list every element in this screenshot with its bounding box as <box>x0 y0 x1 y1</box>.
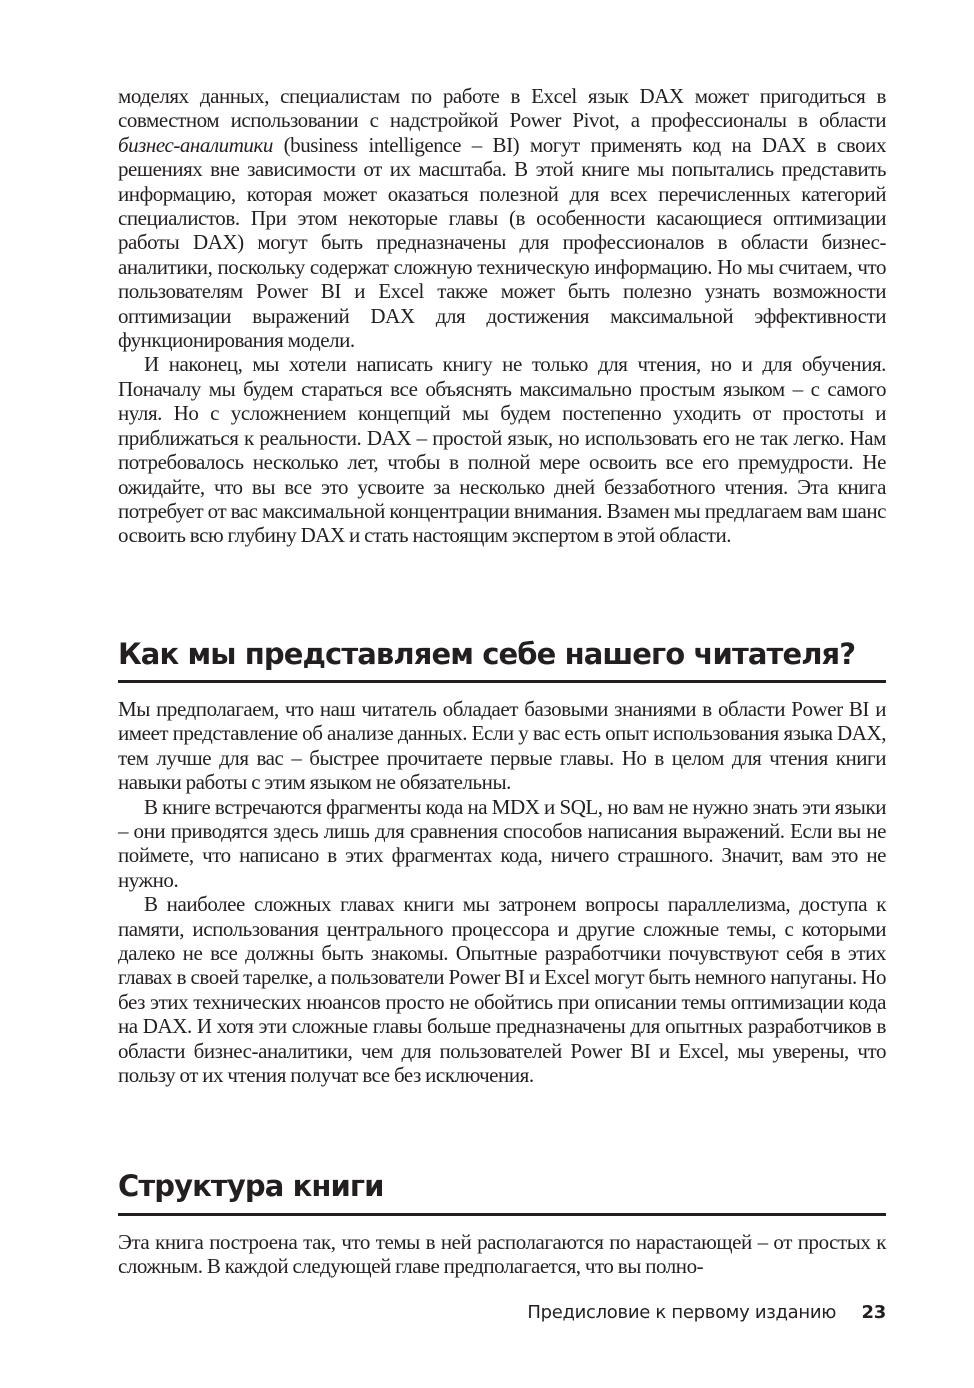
section-heading-reader: Как мы представляем себе нашего читателя? <box>118 637 856 671</box>
intro-paragraph-1-start: моделях данных, специалистам по работе в Excel язык DAX может пригодиться в совместном использовании с надстройкой Power Pivot, а профессионалы в области <box>118 84 886 133</box>
section-reader-paragraph-3: В наиболее сложных главах книги мы затронем вопросы параллелизма, доступа к памяти, использования центрального процессора и другие сложные темы, с которыми далеко не все должны быть знакомы. Опытные разработчики почувствуют себя в этих главах в своей тарелке, а пользователи Power BI и Excel могут быть немного напуганы. Но без этих технических нюансов просто не обойтись при описании темы оптимизации кода на DAX. И хотя эти сложные главы больше предназначены для опытных разработчиков в области бизнес-аналитики, чем для пользователей Power BI и Excel, мы уверены, что пользу от их чтения получат все без исключения. <box>118 892 886 1088</box>
intro-paragraph-2: И наконец, мы хотели написать книгу не только для чтения, но и для обучения. Поначалу мы будем стараться все объяснять максимально простым языком – с самого нуля. Но с усложнением концепций мы будем постепенно уходить от простоты и приближаться к реальности. DAX – простой язык, но использовать его не так легко. Нам потребовалось несколько лет, чтобы в полной мере освоить все его премудрости. Не ожидайте, что вы все это усвоите за несколько дней беззаботного чтения. Эта книга потребует от вас максимальной концентрации внимания. Взамен мы предлагаем вам шанс освоить всю глубину DAX и стать настоящим экспертом в этой области. <box>118 352 886 548</box>
intro-paragraph-1 <box>118 84 886 352</box>
heading-rule <box>118 1213 886 1216</box>
book-page <box>118 84 886 1279</box>
intro-paragraph-1-end: (business intelligence – BI) могут применять код на DAX в своих решениях вне зависимости от их масштаба. В этой книге мы попытались представить информацию, которая может оказаться полезной для всех перечисленных категорий специалистов. При этом некоторые главы (в особенности касающиеся оптимизации работы DAX) могут быть предназначены для профессионалов в области бизнес-аналитики, поскольку содержат сложную техническую информацию. Но мы считаем, что пользователям Power BI и Excel также может быть полезно узнать возможности оптимизации выражений DAX для достижения максимальной эффективности функционирования модели. <box>118 132 886 353</box>
section-reader-body <box>118 697 886 1088</box>
emphasized-term: бизнес-аналитики <box>118 132 273 157</box>
page-number: 23 <box>861 1302 886 1323</box>
section-structure-paragraph-1: Эта книга построена так, что темы в ней располагаются по нарастающей – от простых к сложным. В каждой следующей главе предполагается, что вы полно- <box>118 1230 886 1279</box>
heading-rule <box>118 680 886 683</box>
page-footer <box>527 1302 886 1323</box>
section-heading-structure: Структура книги <box>118 1169 384 1203</box>
section-structure-body <box>118 1230 886 1279</box>
section-reader-paragraph-1: Мы предполагаем, что наш читатель обладает базовыми знаниями в области Power BI и имеет представление об анализе данных. Если у вас есть опыт использования языка DAX, тем лучше для вас – быстрее прочитаете первые главы. Но в целом для чтения книги навыки работы с этим языком не обязательны. <box>118 697 886 795</box>
running-title: Предисловие к первому изданию <box>527 1302 837 1323</box>
section-reader-paragraph-2: В книге встречаются фрагменты кода на MDX и SQL, но вам не нужно знать эти языки – они приводятся здесь лишь для сравнения способов написания выражений. Если вы не поймете, что написано в этих фрагментах кода, ничего страшного. Значит, вам это не нужно. <box>118 794 886 892</box>
